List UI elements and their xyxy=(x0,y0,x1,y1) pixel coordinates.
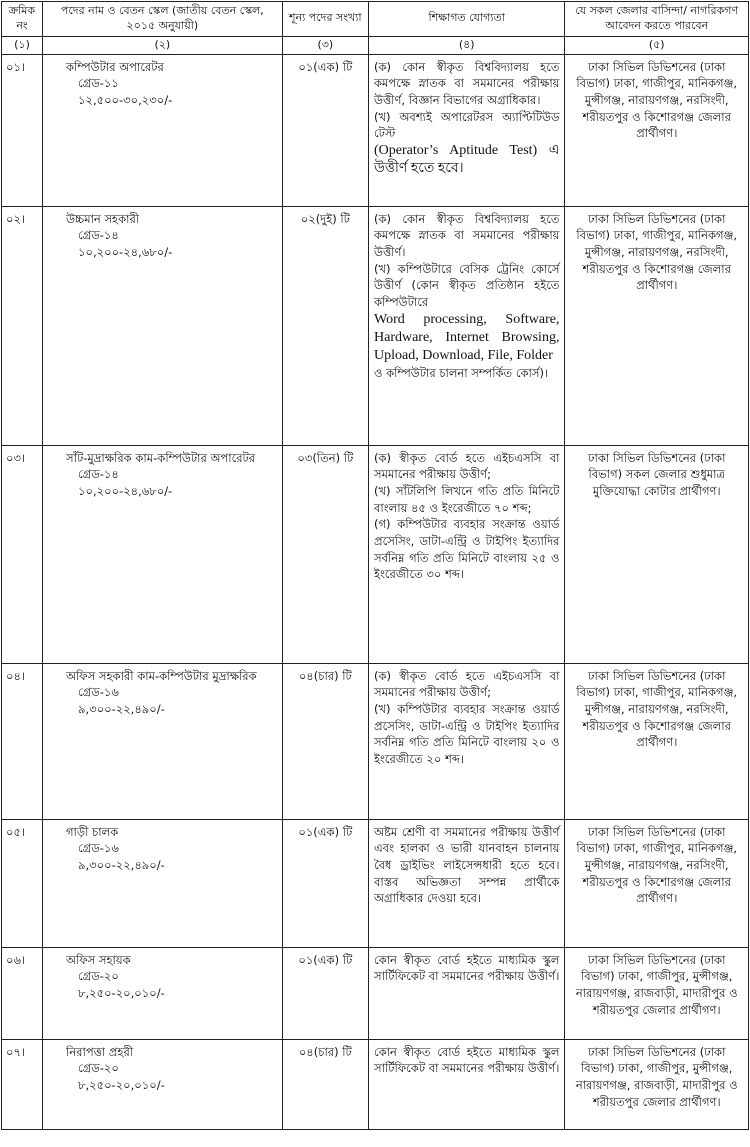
post-grade: গ্রেড-১৪ xyxy=(78,228,119,243)
post-cell xyxy=(43,206,283,445)
vacancy-count: ০১(এক) টি xyxy=(282,947,368,1039)
post-cell xyxy=(43,663,283,819)
table-row xyxy=(2,206,749,445)
post-grade: গ্রেড-২০ xyxy=(78,969,119,984)
post-grade: গ্রেড-২০ xyxy=(78,1061,119,1076)
eligible-districts: ঢাকা সিভিল ডিভিশনের (ঢাকা বিভাগ) সকল জেলার শুধুমাত্র মুক্তিযোদ্ধা কোটার প্রার্থীগণ। xyxy=(565,445,749,663)
qualification-item: (খ) কম্পিউটারে বেসিক ট্রেনিং কোর্সে উত্তীর্ণ (কোন স্বীকৃত প্রতিষ্ঠান হইতে কম্পিউটারে xyxy=(374,261,560,309)
post-grade: গ্রেড-১৬ xyxy=(78,685,119,700)
header-qualification: শিক্ষাগত যোগ্যতা xyxy=(369,2,565,37)
qualification-cell xyxy=(369,663,565,819)
serial-number: ০৩। xyxy=(2,445,43,663)
eligible-districts: ঢাকা সিভিল ডিভিশনের (ঢাকা বিভাগ) ঢাকা, গাজীপুর, মানিকগঞ্জ, মুন্সীগঞ্জ, নারায়ণগঞ্জ, নরসিংদী, শরীয়তপুর ও কিশোরগঞ্জ জেলার প্রার্থীগণ। xyxy=(565,206,749,445)
serial-number: ০৬। xyxy=(2,947,43,1039)
column-number: (৫) xyxy=(565,36,749,54)
column-number: (৩) xyxy=(282,36,368,54)
post-cell xyxy=(43,1039,283,1129)
column-number-row xyxy=(2,36,749,54)
header-districts: যে সকল জেলার বাসিন্দা/ নাগরিকগণ আবেদন করতে পারবেন xyxy=(565,2,749,37)
pay-scale: ৯,৩০০-২২,৪৯০/- xyxy=(78,857,165,872)
column-number: (১) xyxy=(2,36,43,54)
post-title: সাঁট-মুদ্রাক্ষরিক কাম-কম্পিউটার অপারেটর xyxy=(66,450,256,465)
recruitment-table xyxy=(1,1,749,1130)
eligible-districts: ঢাকা সিভিল ডিভিশনের (ঢাকা বিভাগ) ঢাকা, গাজীপুর, মানিকগঞ্জ, মুন্সীগঞ্জ, নারায়ণগঞ্জ, নরসিংদী, শরীয়তপুর ও কিশোরগঞ্জ জেলার প্রার্থীগণ। xyxy=(565,663,749,819)
table-row xyxy=(2,54,749,206)
post-grade: গ্রেড-১৬ xyxy=(78,841,119,856)
eligible-districts: ঢাকা সিভিল ডিভিশনের (ঢাকা বিভাগ) ঢাকা, গাজীপুর, মুন্সীগঞ্জ, নারায়ণগঞ্জ, রাজবাড়ী, মাদারীপুর ও শরীয়তপুর জেলার প্রার্থীগণ। xyxy=(565,947,749,1039)
qualification-cell xyxy=(369,947,565,1039)
qualification-item: (ক) কোন স্বীকৃত বিশ্ববিদ্যালয় হতে কমপক্ষে স্নাতক বা সমমানের পরীক্ষায় উত্তীর্ণ। xyxy=(374,211,560,259)
post-cell xyxy=(43,819,283,947)
eligible-districts: ঢাকা সিভিল ডিভিশনের (ঢাকা বিভাগ) ঢাকা, গাজীপুর, মানিকগঞ্জ, মুন্সীগঞ্জ, নারায়ণগঞ্জ, নরসিংদী, শরীয়তপুর ও কিশোরগঞ্জ জেলার প্রার্থীগণ। xyxy=(565,819,749,947)
post-cell xyxy=(43,947,283,1039)
table-row xyxy=(2,445,749,663)
vacancy-count: ০১(এক) টি xyxy=(282,819,368,947)
serial-number: ০৭। xyxy=(2,1039,43,1129)
serial-number: ০৪। xyxy=(2,663,43,819)
table-header xyxy=(2,2,749,55)
table-row xyxy=(2,663,749,819)
qualification-cell xyxy=(369,445,565,663)
serial-number: ০৫। xyxy=(2,819,43,947)
vacancy-count: ০১(এক) টি xyxy=(282,54,368,206)
header-row xyxy=(2,2,749,37)
qualification-cell xyxy=(369,206,565,445)
header-vacancy: শূন্য পদের সংখ্যা xyxy=(282,2,368,37)
vacancy-count: ০৪(চার) টি xyxy=(282,663,368,819)
post-title: উচ্চমান সহকারী xyxy=(66,211,140,226)
qualification-cell xyxy=(369,819,565,947)
post-title: নিরাপত্তা প্রহরী xyxy=(66,1044,134,1059)
column-number: (৪) xyxy=(369,36,565,54)
post-title: অফিস সহায়ক xyxy=(66,952,131,967)
post-title: অফিস সহকারী কাম-কম্পিউটার মুদ্রাক্ষরিক xyxy=(66,668,257,683)
post-grade: গ্রেড-১৪ xyxy=(78,467,119,482)
eligible-districts: ঢাকা সিভিল ডিভিশনের (ঢাকা বিভাগ) ঢাকা, গাজীপুর, মানিকগঞ্জ, মুন্সীগঞ্জ, নারায়ণগঞ্জ, নরসিংদী, শরীয়তপুর ও কিশোরগঞ্জ জেলার প্রার্থীগণ। xyxy=(565,54,749,206)
pay-scale: ৮,২৫০-২০,০১০/- xyxy=(78,1077,165,1092)
qualification-item: (ক) স্বীকৃত বোর্ড হতে এইচএসসি বা সমমানের পরীক্ষায় উত্তীর্ণ; xyxy=(374,668,560,700)
post-cell xyxy=(43,54,283,206)
post-grade: গ্রেড-১১ xyxy=(78,76,119,91)
qualification-item: (গ) কম্পিউটার ব্যবহার সংক্রান্ত ওয়ার্ড প্রসেসিং, ডাটা-এন্ট্রি ও টাইপিং ইত্যাদির সর্বনিম্ন গতি প্রতি মিনিটে বাংলায় ২৫ ও ইংরেজীতে ৩০ শব্দ। xyxy=(374,517,560,582)
vacancy-count: ০২(দুই) টি xyxy=(282,206,368,445)
table-body xyxy=(2,54,749,1129)
pay-scale: ১০,২০০-২৪,৬৮০/- xyxy=(78,244,173,259)
vacancy-count: ০৪(চার) টি xyxy=(282,1039,368,1129)
qualification-item: (ক) কোন স্বীকৃত বিশ্ববিদ্যালয় হতে কমপক্ষে স্নাতক বা সমমানের পরীক্ষায় উত্তীর্ণ, বিজ্ঞান বিভাগের অগ্রাধিকার। xyxy=(374,59,560,107)
table-row xyxy=(2,947,749,1039)
vacancy-count: ০৩(তিন) টি xyxy=(282,445,368,663)
pay-scale: ৯,৩০০-২২,৪৯০/- xyxy=(78,701,165,716)
qualification-item: (খ) অবশ্যই অপারেটরস অ্যাপ্টিটিউড টেস্ট xyxy=(374,109,560,141)
post-title: কম্পিউটার অপারেটর xyxy=(66,59,164,74)
qualification-item: (খ) সাঁটলিপি লিখনে গতি প্রতি মিনিটে বাংলায় ৪৫ ও ইংরেজীতে ৭০ শব্দ; xyxy=(374,483,560,515)
header-serial: ক্রমিক নং xyxy=(2,2,43,37)
eligible-districts: ঢাকা সিভিল ডিভিশনের (ঢাকা বিভাগ) ঢাকা, গাজীপুর, মুন্সীগঞ্জ, নারায়ণগঞ্জ, রাজবাড়ী, মাদারীপুর ও শরীয়তপুর জেলার প্রার্থীগণ। xyxy=(565,1039,749,1129)
pay-scale: ১২,৫০০-৩০,২৩০/- xyxy=(78,92,173,107)
serial-number: ০২। xyxy=(2,206,43,445)
serial-number: ০১। xyxy=(2,54,43,206)
table-row xyxy=(2,819,749,947)
qualification-cell xyxy=(369,54,565,206)
header-post-name: পদের নাম ও বেতন স্কেল (জাতীয় বেতন স্কেল, ২০১৫ অনুযায়ী) xyxy=(43,2,283,37)
post-cell xyxy=(43,445,283,663)
qualification-cell xyxy=(369,1039,565,1129)
qualification-item: অষ্টম শ্রেণী বা সমমানের পরীক্ষায় উত্তীর্ণ এবং হালকা ও ভারী যানবাহন চালনায় বৈধ ড্রাইভিং লাইসেন্সধারী হতে হবে। বাস্তব অভিজ্ঞতা সম্পন্ন প্রার্থীকে অগ্রাধিকার দেওয়া হবে। xyxy=(374,824,560,906)
pay-scale: ১০,২০০-২৪,৬৮০/- xyxy=(78,483,173,498)
qualification-item: কোন স্বীকৃত বোর্ড হইতে মাধ্যমিক স্কুল সার্টিফিকেট বা সমমানের পরীক্ষায় উত্তীর্ণ। xyxy=(374,952,560,984)
qualification-item: (ক) স্বীকৃত বোর্ড হতে এইচএসসি বা সমমানের পরীক্ষায় উত্তীর্ণ; xyxy=(374,450,560,482)
column-number: (২) xyxy=(43,36,283,54)
qualification-item: (খ) কম্পিউটার ব্যবহার সংক্রান্ত ওয়ার্ড প্রসেসিং, ডাটা-এন্ট্রি ও টাইপিং ইত্যাদির সর্বনিম্ন গতি প্রতি মিনিটে বাংলায় ২০ ও ইংরেজীতে ২০ শব্দ। xyxy=(374,701,560,766)
table-row xyxy=(2,1039,749,1129)
pay-scale: ৮,২৫০-২০,০১০/- xyxy=(78,985,165,1000)
qualification-item: (Operator’s Aptitude Test) এ উত্তীর্ণ হতে হবে। xyxy=(374,142,560,177)
qualification-item: কোন স্বীকৃত বোর্ড হইতে মাধ্যমিক স্কুল সার্টিফিকেট বা সমমানের পরীক্ষায় উত্তীর্ণ। xyxy=(374,1044,560,1076)
qualification-item: Word processing, Software, Hardware, Internet Browsing, Upload, Download, File, Folder xyxy=(374,311,560,363)
post-title: গাড়ী চালক xyxy=(66,824,119,839)
qualification-item: ও কম্পিউটার চালনা সম্পর্কিত কোর্স)। xyxy=(374,366,549,381)
